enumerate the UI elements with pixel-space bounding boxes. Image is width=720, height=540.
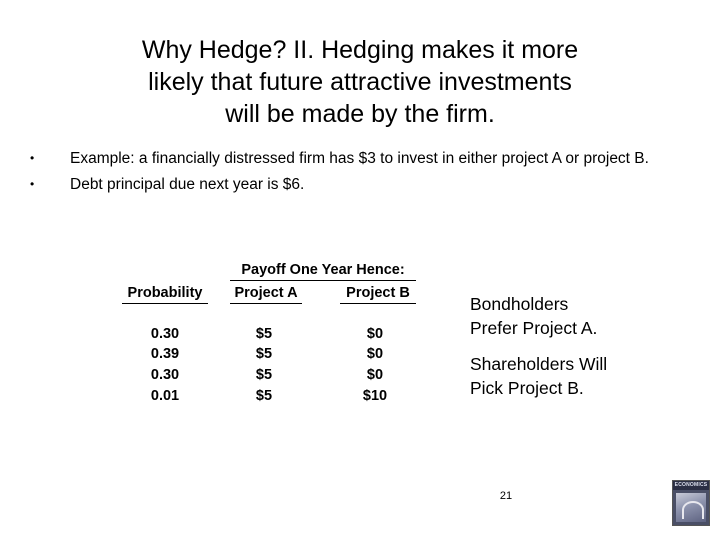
bullet-text: Example: a financially distressed firm has $3 to invest in either project A or project B. (70, 150, 649, 167)
table-cell-project-b: $10 (362, 388, 388, 404)
bullet-item (30, 148, 690, 169)
title-line: Why Hedge? II. Hedging makes it more (141, 36, 579, 64)
logo-image (676, 493, 706, 522)
table-cell-probability: 0.30 (150, 326, 180, 342)
book-cover-logo-icon (672, 480, 710, 526)
note-line: Pick Project B. (470, 378, 584, 398)
bullet-text: Debt principal due next year is $6. (70, 176, 305, 193)
title-line: will be made by the firm. (225, 100, 495, 128)
table-cell-probability: 0.39 (150, 346, 180, 362)
table-cell-project-a: $5 (255, 367, 273, 383)
bullet-item (30, 174, 690, 195)
bullet-dot-icon: • (30, 177, 35, 191)
shareholders-note (470, 352, 607, 400)
table-cell-project-a: $5 (255, 388, 273, 404)
table-cell-probability: 0.30 (150, 367, 180, 383)
table-cell-project-a: $5 (255, 346, 273, 362)
logo-text: ECONOMICS (674, 482, 708, 488)
note-line: Prefer Project A. (470, 318, 598, 338)
bondholders-note (470, 292, 597, 340)
bullet-dot-icon: • (30, 151, 35, 165)
title-line: likely that future attractive investments (148, 68, 572, 96)
table-cell-project-a: $5 (255, 326, 273, 342)
page-number: 21 (499, 490, 513, 502)
bullet-list (30, 148, 690, 200)
table-cell-project-b: $0 (366, 367, 384, 383)
payoff-group-header: Payoff One Year Hence: (230, 262, 416, 281)
note-line: Bondholders (470, 294, 569, 314)
slide-title (90, 34, 630, 130)
column-header-project-b: Project B (340, 285, 416, 304)
table-cell-project-b: $0 (366, 326, 384, 342)
column-header-probability: Probability (122, 285, 208, 304)
note-line: Shareholders Will (470, 354, 608, 374)
column-header-project-a: Project A (230, 285, 302, 304)
table-cell-project-b: $0 (366, 346, 384, 362)
table-cell-probability: 0.01 (150, 388, 180, 404)
